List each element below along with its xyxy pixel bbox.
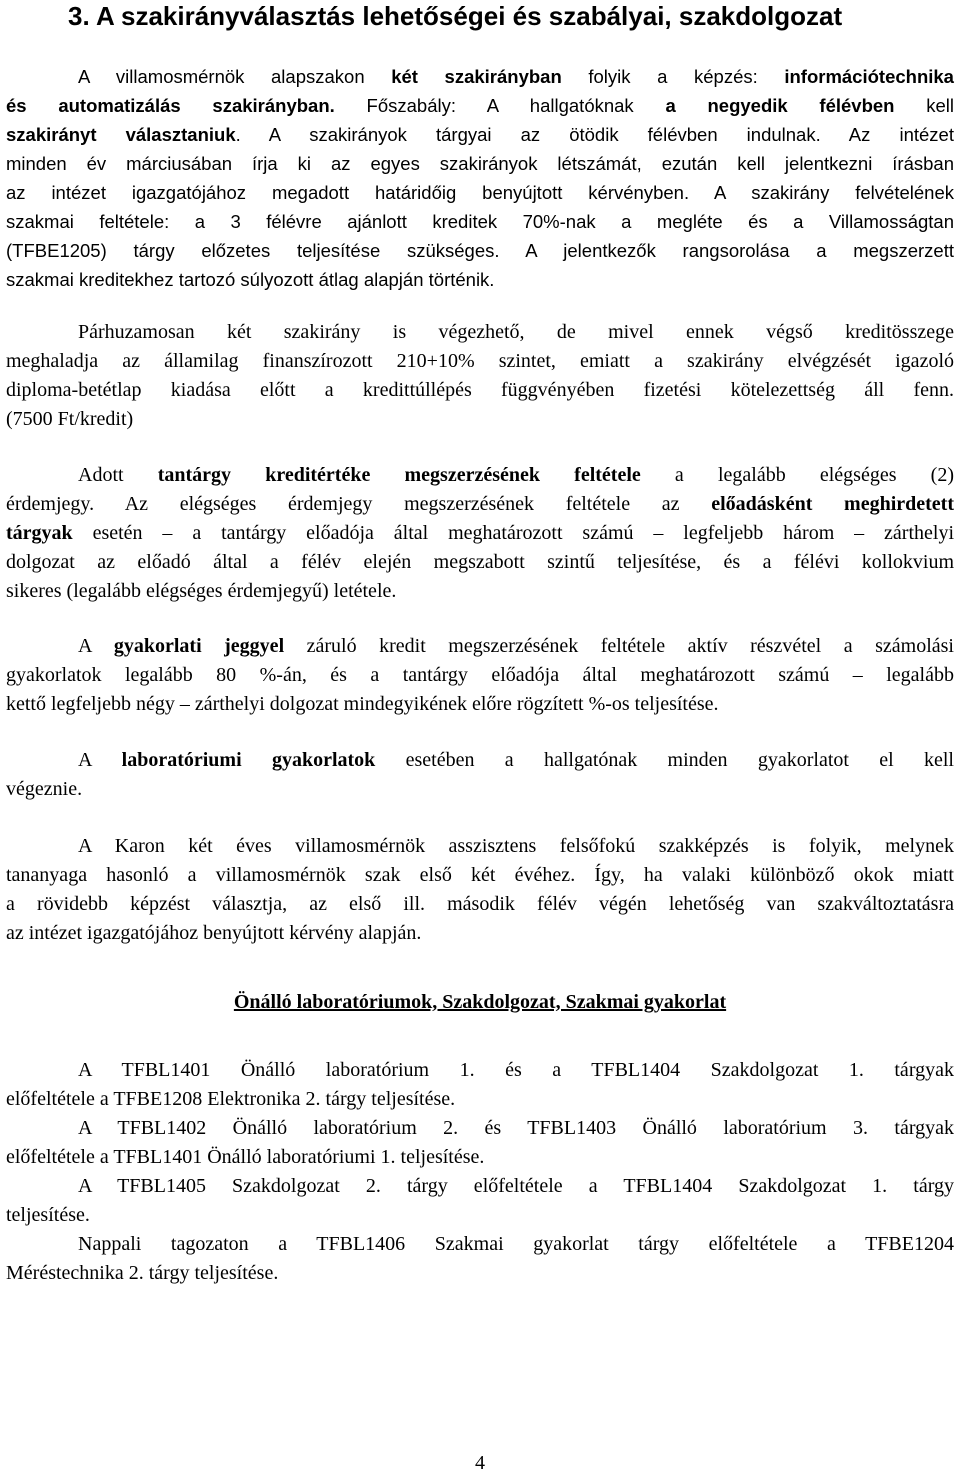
page-number: 4 — [475, 1452, 485, 1474]
p6-line-3: a rövidebb képzést választja, az első ill. második félév végén lehetőség van szakváltoztatásra — [6, 893, 954, 915]
p7-line-8: Méréstechnika 2. tárgy teljesítése. — [6, 1262, 279, 1284]
p3-line-2: érdemjegy. Az elégséges érdemjegy megszerzésének feltétele az előadásként meghirdetett — [6, 493, 954, 515]
p2-line-2: meghaladja az államilag finanszírozott 210+10% szintet, emiatt a szakirány elvégzését igazoló — [6, 350, 954, 372]
p2-line-4: (7500 Ft/kredit) — [6, 408, 134, 430]
p1-line-6: szakmai feltétele: a 3 félévre ajánlott kreditek 70%-nak a megléte és a Villamosságtan — [6, 211, 954, 232]
p1-line-1: A villamosmérnök alapszakon két szakirányban folyik a képzés: információtechnika — [78, 66, 954, 87]
paragraph-specialization-choice — [6, 62, 954, 294]
p5-line-1: A laboratóriumi gyakorlatok esetében a hallgatónak minden gyakorlatot el kell — [78, 749, 954, 771]
p4-line-2: gyakorlatok legalább 80 %-án, és a tantárgy előadója által meghatározott számú – legalább — [6, 664, 954, 686]
p2-line-3: diploma-betétlap kiadása előtt a kredittúllépés függvényében fizetési kötelezettség áll fenn. — [6, 379, 954, 401]
p7-line-3: A TFBL1402 Önálló laboratórium 2. és TFBL1403 Önálló laboratórium 3. tárgyak — [78, 1117, 954, 1139]
p3-line-4: dolgozat az előadó által a félév elején megszabott szintű teljesítése, és a félévi kollokvium — [6, 551, 954, 573]
p6-line-1: A Karon két éves villamosmérnök asszisztens felsőfokú szakképzés is folyik, melynek — [78, 835, 954, 857]
section-heading: 3. A szakirányválasztás lehetőségei és szabályai, szakdolgozat — [68, 1, 843, 31]
p7-line-7: Nappali tagozaton a TFBL1406 Szakmai gyakorlat tárgy előfeltétele a TFBE1204 — [78, 1233, 954, 1255]
p1-line-2: és automatizálás szakirányban. Főszabály: A hallgatóknak a negyedik félévben kell — [6, 95, 954, 116]
paragraph-practical-grade — [6, 632, 954, 719]
paragraph-assistant-training — [6, 832, 954, 948]
p1-line-5: az intézet igazgatójához megadott határidőig benyújtott kérvényben. A szakirány felvételének — [6, 182, 954, 203]
p5-line-2: végeznie. — [6, 778, 83, 800]
p6-line-4: az intézet igazgatójához benyújtott kérvény alapján. — [6, 922, 422, 944]
p4-line-3: kettő legfeljebb négy – zárthelyi dolgozat mindegyikének előre rögzített %-os teljesítése. — [6, 693, 719, 715]
p7-line-2: előfeltétele a TFBE1208 Elektronika 2. tárgy teljesítése. — [6, 1088, 456, 1110]
p7-line-1: A TFBL1401 Önálló laboratórium 1. és a TFBL1404 Szakdolgozat 1. tárgyak — [78, 1059, 954, 1081]
p3-line-3: tárgyak esetén – a tantárgy előadója által meghatározott számú – legfeljebb három – zárthelyi — [6, 522, 954, 544]
p4-line-1: A gyakorlati jeggyel záruló kredit megszerzésének feltétele aktív részvétel a számolási — [78, 635, 954, 657]
paragraph-parallel-specializations — [6, 318, 954, 434]
p1-line-3: szakirányt választaniuk. A szakirányok tárgyai az ötödik félévben indulnak. Az intézet — [6, 124, 954, 145]
paragraph-credit-conditions — [6, 461, 954, 606]
p7-line-6: teljesítése. — [6, 1204, 90, 1226]
p7-line-4: előfeltétele a TFBL1401 Önálló laboratóriumi 1. teljesítése. — [6, 1146, 485, 1168]
p3-line-1: Adott tantárgy kreditértéke megszerzésének feltétele a legalább elégséges (2) — [78, 464, 954, 486]
p1-line-8: szakmai kreditekhez tartozó súlyozott átlag alapján történik. — [6, 269, 495, 290]
paragraph-prerequisites — [6, 1056, 954, 1288]
p3-line-5: sikeres (legalább elégséges érdemjegyű) letétele. — [6, 580, 397, 602]
p7-line-5: A TFBL1405 Szakdolgozat 2. tárgy előfeltétele a TFBL1404 Szakdolgozat 1. tárgy — [78, 1175, 954, 1197]
p1-line-7: (TFBE1205) tárgy előzetes teljesítése szükséges. A jelentkezők rangsorolása a megszerzett — [6, 240, 954, 261]
paragraph-lab-practice — [6, 746, 954, 804]
p2-line-1: Párhuzamosan két szakirány is végezhető, de mivel ennek végső kreditösszege — [78, 321, 954, 343]
subheading-labs-thesis-practice: Önálló laboratóriumok, Szakdolgozat, Szakmai gyakorlat — [233, 991, 727, 1013]
p1-line-4: minden év márciusában írja ki az egyes szakirányok létszámát, ezután kell jelentkezni írásban — [6, 153, 954, 174]
p6-line-2: tananyaga hasonló a villamosmérnök szak első két évéhez. Így, ha valaki különböző okok miatt — [6, 864, 954, 886]
